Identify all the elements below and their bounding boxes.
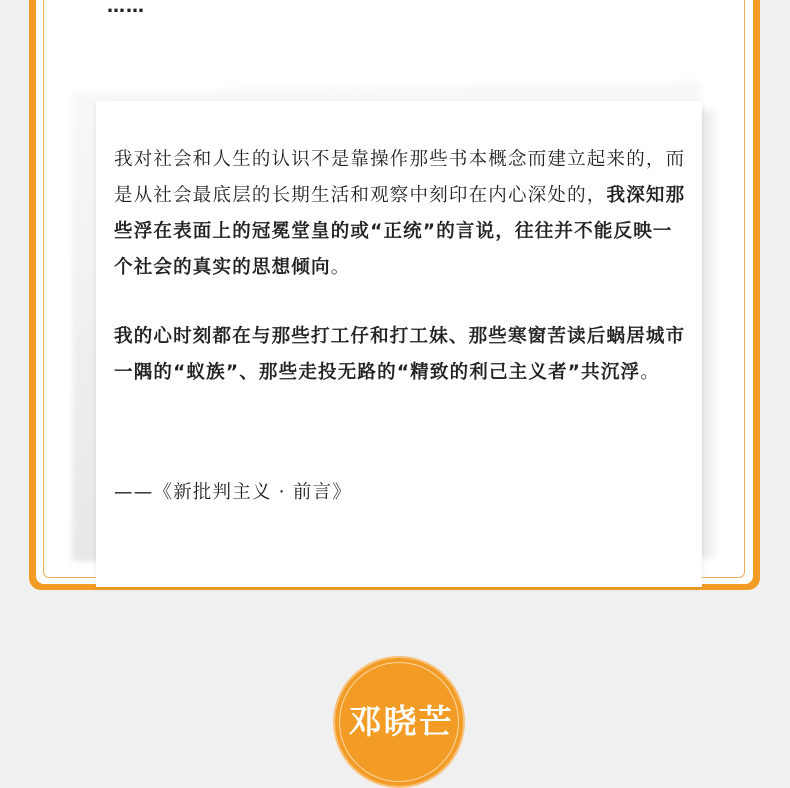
quote-paragraph-2-end: 。 [640, 362, 660, 383]
quote-paragraph-1-bold: 我深知那些浮在表面上的冠冕堂皇的或“正统”的言说，往往并不能反映一个社会的真实的思想倾向 [114, 185, 686, 278]
quote-note-card [96, 101, 702, 587]
ellipsis-text: …… [107, 0, 145, 17]
quote-paragraph-2 [114, 319, 686, 391]
quote-paragraph-2-text: 我的心时刻都在与那些打工仔和打工妹、那些寒窗苦读后蜗居城市一隅的“蚁族”、那些走投无路的“精致的利己主义者”共沉浮 [114, 326, 686, 383]
quote-paragraph-1-end: 。 [330, 257, 351, 278]
quote-paragraph-1 [114, 142, 686, 286]
author-badge [333, 656, 465, 788]
author-name: 邓晓芒 [348, 702, 454, 741]
quote-paragraph-1-plain: 我对社会和人生的认识不是靠操作那些书本概念而建立起来的，而是从社会最底层的长期生活和观察中刻印在内心深处的， [114, 149, 686, 206]
quote-source: ——《新批判主义 · 前言》 [114, 482, 352, 503]
